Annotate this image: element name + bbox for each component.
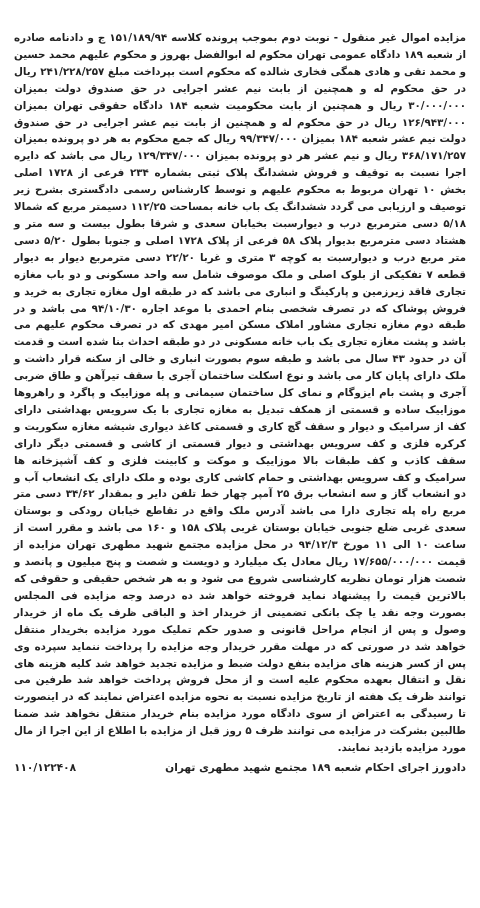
notice-issuer: دادورز اجرای احکام شعبه ۱۸۹ مجتمع شهید مطهری تهران [165,761,466,774]
notice-number: ۱۱۰/۱۲۲۴۰۸ [14,761,77,774]
notice-footer [14,759,466,777]
notice-body-text: مزایده اموال غیر منقول - نوبت دوم بموجب پرونده کلاسه ۱۵۱/۱۸۹/۹۴ ج و دادنامه صادره از شعبه ۱۸۹ دادگاه عمومی تهران محکوم له ابوالفضل بهروز و محکوم علیهم محمد حسین و محمد تقی و هادی همگی فخاری شالده که محکوم است بپرداخت مبلغ ۲۴۱/۲۲۸/۲۵۷ ریال در حق محکوم له و همچنین از بابت نیم عشر اجرایی در حق صندوق دولت بمیزان ۳۰/۰۰۰/۰۰۰ ریال و همچنین از بابت محکومیت شعبه ۱۸۴ دادگاه حقوقی تهران بمیزان ۱۲۶/۹۴۳/۰۰۰ ریال در حق محکوم له و همچنین از بابت نیم عشر اجرایی در حق صندوق دولت نیم عشر شعبه ۱۸۴ بمیزان ۹۹/۳۴۷/۰۰۰ ریال که جمع محکوم به هر دو پرونده بمیزان ۳۶۸/۱۷۱/۲۵۷ ریال و نیم عشر هر دو پرونده بمیزان ۱۲۹/۳۴۷/۰۰۰ ریال می باشد که دایره اجرا نسبت به توقیف و فروش ششدانگ پلاک ثبتی بشماره ۲۳۴ فرعی از ۱۷۲۸ اصلی بخش ۱۰ تهران مربوط به محکوم علیهم و توسط کارشناس رسمی دادگستری بشرح زیر توصیف و ارزیابی می گردد ششدانگ یک باب خانه بمساحت ۱۱۲/۲۵ دسیمتر مربع که شمالا ۵/۱۸ دسی مترمربع درب و دیوارسبت بخیابان سعدی و شرقا بطول بیست و سه متر و هشتاد دسی مترمربع بدیوار پلاک ۵۸ فرعی از پلاک ۱۷۲۸ اصلی و جنوبا بطول ۵/۲۰ دسی متر مربع درب و دیوارسبت به کوچه ۳ متری و غربا ۲۲/۲۰ دسی مترمربع دیوار به دیوار قطعه ۷ تفکیکی از بلوک اصلی و ملک موصوف شامل سه واحد مسکونی و دو باب مغازه تجاری فاقد زیرزمین و پارکینگ و انباری می باشد که در طبقه اول مغازه تجاری به خرید و فروش پوشاک که در تصرف شخصی بنام احمدی با موعد اجاره ۹۴/۱۰/۳۰ می باشد و در طبقه دوم مغازه تجاری مشاور املاک مسکن امیر مهدی که در تصرف محکوم علیهم می باشد و پشت مغازه تجاری یک باب خانه مسکونی در دو طبقه احداث بنا شده است و قدمت آن در حدود ۴۳ سال می باشد و طبقه سوم بصورت انباری و خالی از سکنه قرار داشت و ملک دارای پایان کار می باشد و نوع اسکلت ساختمان آجری با سقف تیرآهن و طاق ضربی آجری و پشت بام ایزوگام و نمای کل ساختمان سیمانی و پله موزاییک و پاگرد و راهروها موزاییک ساده و قسمتی از همکف تبدیل به مغازه تجاری با یک سرویس بهداشتی دارای کف از سرامیک و دیوار و سقف گچ کاری و قسمتی کاغذ دیواری شیشه مغازه سکوریت و کرکره فلزی و کف سرویس بهداشتی و دیوار قسمتی از کاشی و قسمتی دیگر دارای سقف کاذب و کف طبقات بالا موزاییک و موکت و کابینت فلزی و کف آشپزخانه ها سرامیک و کف سرویس بهداشتی و حمام کاشی کاری بوده و ملک دارای یک انشعاب آب و دو انشعاب گاز و سه انشعاب برق ۲۵ آمپر چهار خط تلفن دایر و بمقدار ۳۴/۶۲ دسی متر مربع راه پله تجاری دارا می باشد آدرس ملک واقع در تقاطع خیابان رودکی و بوستان سعدی غربی ضلع جنوبی خیابان بوستان غربی پلاک ۱۵۸ و ۱۶۰ می باشد و مقرر است از ساعت ۱۰ الی ۱۱ مورخ ۹۴/۱۲/۳ در محل مزایده مجتمع شهید مطهری تهران مزایده از قیمت ۱۷/۶۵۵/۰۰۰/۰۰۰ ریال معادل یک میلیارد و دویست و شصت و پنج میلیون و پانصد و شصت هزار تومان نظریه کارشناسی شروع می شود و به هر شخص حقیقی و حقوقی که بالاترین قیمت را پیشنهاد نماید فروخته خواهد شد ده درصد وجه مزایده فی المجلس بصورت وجه نقد یا چک بانکی تضمینی از خریدار اخذ و الباقی ظرف یک ماه از خریدار وصول و پس از انجام مراحل قانونی و صدور حکم تملیک مورد مزایده بخریدار منتقل خواهد شد در صورتی که در مهلت مقرر خریدار وجه مزایده را پرداخت ننماید سپرده وی پس از کسر هزینه های مزایده بنفع دولت ضبط و مزایده تجدید خواهد شد کلیه هزینه های نقل و انتقال بعهده محکوم علیه است و از محل فروش پرداخت خواهد شد طرفین می توانند ظرف یک هفته از تاریخ مزایده نسبت به نحوه مزایده اعتراض نمایند که در اینصورت تا رسیدگی به اعتراض از سوی دادگاه مورد مزایده بنام خریدار منتقل نخواهد شد ضمنا طالبین بشرکت در مزایده می توانند ظرف ۵ روز قبل از مزایده با اطلاع از این اجرا از مال مورد مزایده بازدید نمایند. [14,32,467,755]
